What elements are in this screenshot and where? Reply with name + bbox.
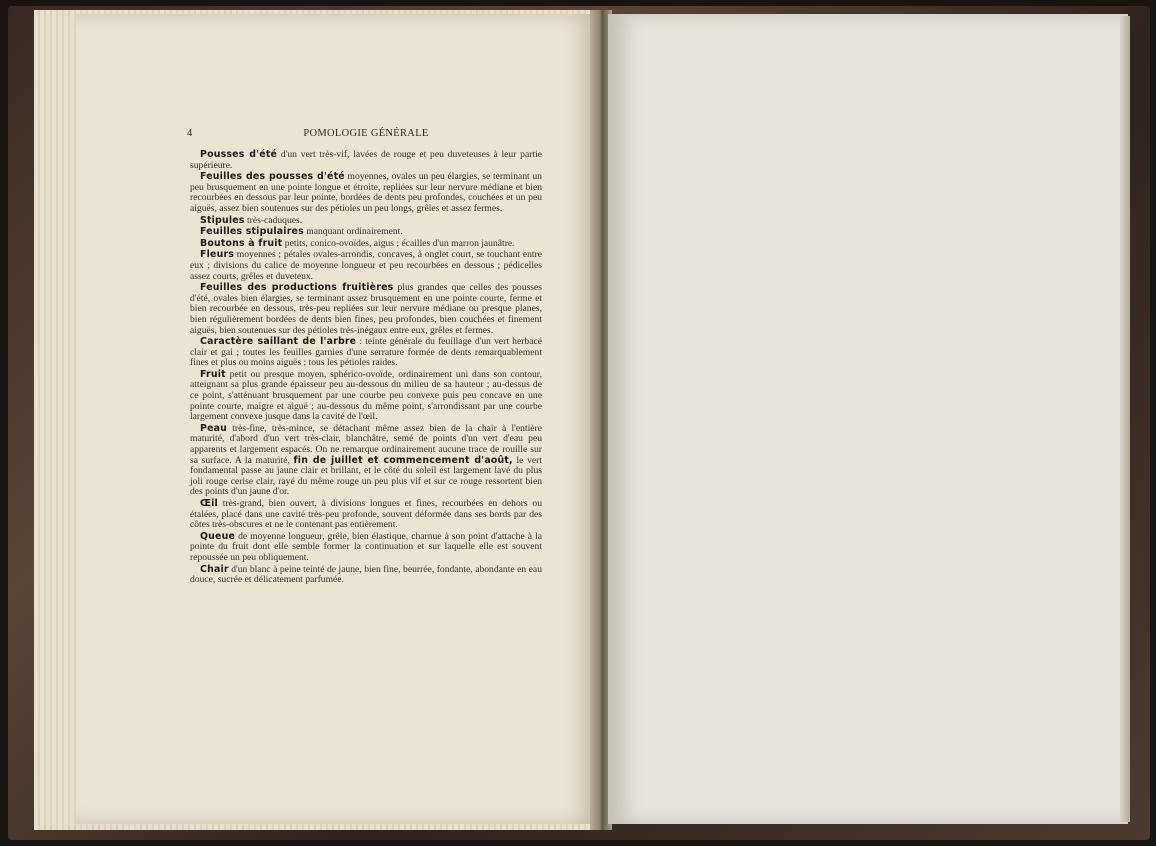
paragraph-term: Feuilles des pousses d'été [200, 171, 345, 183]
paragraph [190, 150, 542, 171]
paragraph-term-inline: fin de juillet et commencement d'août, [293, 454, 513, 466]
paragraph-body: de moyenne longueur, grêle, bien élastique, charnue à son point d'attache à la pointe du fruit dont elle semble former la continuation et sur laquelle elle est souvent repoussée un peu obliquement. [190, 530, 542, 563]
paragraph-body: petit ou presque moyen, sphérico-ovoïde, ordinairement uni dans son contour, atteignant sa plus grande épaisseur peu au-dessous du milieu de sa hauteur ; au-dessus de ce point, s'atténuant brusquement par une courbe peu convexe puis peu concave en une pointe courte, maigre et aiguë ; au-dessous du même point, s'arrondissant par une courbe largement convexe jusque dans la cavité de l'œil. [190, 368, 542, 423]
right-page-edge [1120, 16, 1130, 822]
paragraph-term: Œil [200, 498, 218, 509]
paragraph [190, 424, 542, 498]
paragraph-body: d'un vert très-vif, lavées de rouge et peu duveteuses à leur partie supérieure. [190, 149, 543, 171]
paragraph-body: moyennes, ovales un peu élargies, se terminant un peu brusquement en une pointe longue et étroite, repliées sur leur nervure médiane et bien recourbées en dessous par leur pointe, bordées de dents peu profondes, couchées et un peu aiguës, assez bien soutenues sur des pétioles un peu longs, grêles et assez fermes. [190, 171, 542, 214]
paragraph-body: manquant ordinairement. [303, 226, 403, 238]
paragraph-term: Feuilles des productions fruitières [200, 282, 394, 294]
paragraph-body: très-grand, bien ouvert, à divisions longues et fines, recourbées en dehors ou étalées, placé dans une cavité très-peu profonde, souvent déformée dans ses bords par des côtes très-obscures et ne le contenant pas entièrement. [190, 498, 542, 531]
paragraph-body: plus grandes que celles des pousses d'été, ovales bien élargies, se terminant assez brusquement en une pointe courte, ferme et bien recourbée en dessous, très-peu repliées sur leur nervure médiane ou presque planes, bien régulièrement bordées de dents bien fines, peu profondes, bien couchées et finement aiguës, bien soutenues sur des pétioles très-inégaux entre eux, grêles et fermes. [190, 282, 542, 336]
paragraph-term: Chair [200, 563, 229, 575]
paragraph [190, 172, 542, 214]
paragraph [190, 283, 542, 336]
paragraph-body: : teinte générale du feuillage d'un vert herbacé clair et gai ; toutes les feuilles garnies d'une serrature formée de dents remarquablement fines et plus ou moins aiguës ; tous les pétioles raides. [190, 336, 542, 369]
paragraph [190, 532, 542, 564]
paragraph-term: Fruit [200, 368, 226, 380]
paragraph-body: petits, conico-ovoïdes, aigus ; écailles d'un marron jaunâtre. [282, 237, 515, 249]
paragraph-term: Boutons à fruit [200, 237, 283, 249]
paragraph-term: Fleurs [200, 249, 235, 261]
paragraph [190, 239, 542, 250]
running-head [187, 128, 545, 142]
paragraph [190, 370, 542, 423]
paragraph-body: d'un blanc à peine teinté de jaune, bien fine, beurrée, fondante, abondante en eau douce, sucrée et délicatement parfumée. [190, 563, 542, 586]
paragraph-term: Peau [200, 422, 228, 434]
paragraph [190, 250, 542, 282]
right-page-blank [608, 14, 1128, 824]
paragraph [190, 216, 542, 227]
page-number: 4 [187, 128, 193, 139]
paragraph-term: Pousses d'été [200, 149, 278, 160]
paragraph-body: moyennes ; pétales ovales-arrondis, concaves, à onglet court, se touchant entre eux ; divisions du calice de moyenne longueur et peu recourbées en dessous ; pédicelles assez courts, grêles et duveteux. [190, 249, 542, 282]
paragraph-body: très-caduques. [244, 214, 303, 226]
paragraph [190, 227, 542, 238]
page-title: POMOLOGIE GÉNÉRALE [303, 128, 429, 139]
body-text [190, 150, 542, 587]
paragraph-term: Caractère saillant de l'arbre [200, 336, 357, 348]
paragraph [190, 565, 542, 586]
paragraph-body-cont: le vert fondamental passe au jaune clair et brillant, et le côté du soleil est largement lavé du plus joli rouge cerise clair, rayé du même rouge un peu plus vif et sur ce rouge ressortent bien des points d'un jaune d'or. [190, 454, 542, 498]
paragraph [190, 499, 542, 531]
paragraph [190, 337, 542, 369]
paragraph-term: Queue [200, 530, 236, 542]
paragraph-term: Stipules [200, 214, 245, 226]
paragraph-body: très-fine, très-mince, se détachant même assez bien de la chair à l'entière maturité, d'abord d'un vert très-clair, blanchâtre, semé de points d'un vert d'eau peu apparents et largement espacés. On ne remarque ordinairement aucune trace de rouille sur sa surface. A la maturité, [190, 422, 542, 466]
paragraph-term: Feuilles stipulaires [200, 226, 304, 238]
